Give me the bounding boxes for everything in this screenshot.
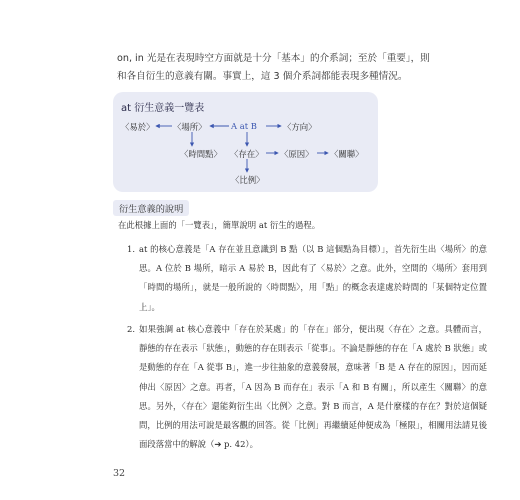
node-ratio: 〈比例〉 [231, 175, 265, 185]
node-easy: 〈易於〉 [121, 122, 155, 132]
item-text: 如果強調 at 核心意義中「存在於某處」的「存在」部分，便出現〈存在〉之意。具體而言，靜態的存在表示「狀態」，動態的存在則表示「從事」。不論是靜態的存在「A 處於 B 狀態」或是動態的存在「A 從事 B」，進一步往抽象的意義發展，意味著「B 是 A 存在的原因」，因而延伸出〈原因〉之意。再者，「A 因為 B 而存在」表示「A 和 B 有關」，所以產生〈關聯〉的意思。另外，〈存在〉還能夠衍生出〈比例〉之意。對 B 而言，A 是什麼樣的存在？對於這個疑問，比例的用法可說是最客觀的回答。從「比例」再繼續延伸便成為「極限」，相關用法請見後面段落當中的解說（➔ p. 42）。 [139, 324, 487, 450]
node-core: A at B [231, 121, 257, 131]
list-item [127, 240, 487, 317]
node-direction: 〈方向〉 [283, 122, 317, 132]
page-number: 32 [113, 468, 126, 479]
section-label: 衍生意義的說明 [113, 200, 189, 216]
intro-line-1: on, in 光是在表現時空方面就是十分「基本」的介系詞；至於「重要」，則 [117, 53, 430, 64]
panel-title: at 衍生意義一覽表 [121, 103, 205, 114]
node-related: 〈關聯〉 [330, 149, 364, 159]
node-cause: 〈原因〉 [280, 149, 314, 159]
derived-meanings-panel [113, 92, 378, 192]
list-item [127, 320, 487, 454]
intro-paragraph [117, 50, 499, 86]
item-text: at 的核心意義是「A 存在並且意識到 B 點（以 B 這個點為目標）」，首先衍生出〈場所〉的意思。A 位於 B 場所，暗示 A 易於 B，因此有了〈易於〉之意。此外，空間的〈場所〉套用到「時間的場所」，就是一般所說的〈時間點〉，用「點」的概念表達處於時間的「某個特定位置上」。 [139, 244, 487, 312]
intro-line-2: 和各自衍生的意義有關。事實上，這 3 個介系詞都能表現多種情況。 [117, 71, 408, 82]
node-time: 〈時間點〉 [180, 149, 222, 159]
node-exist: 〈存在〉 [230, 149, 264, 159]
item-number: 1. [127, 244, 135, 254]
node-place: 〈場所〉 [173, 122, 207, 132]
item-number: 2. [127, 324, 135, 334]
section-lead: 在此根據上面的「一覽表」，簡單說明 at 衍生的過程。 [118, 220, 321, 230]
